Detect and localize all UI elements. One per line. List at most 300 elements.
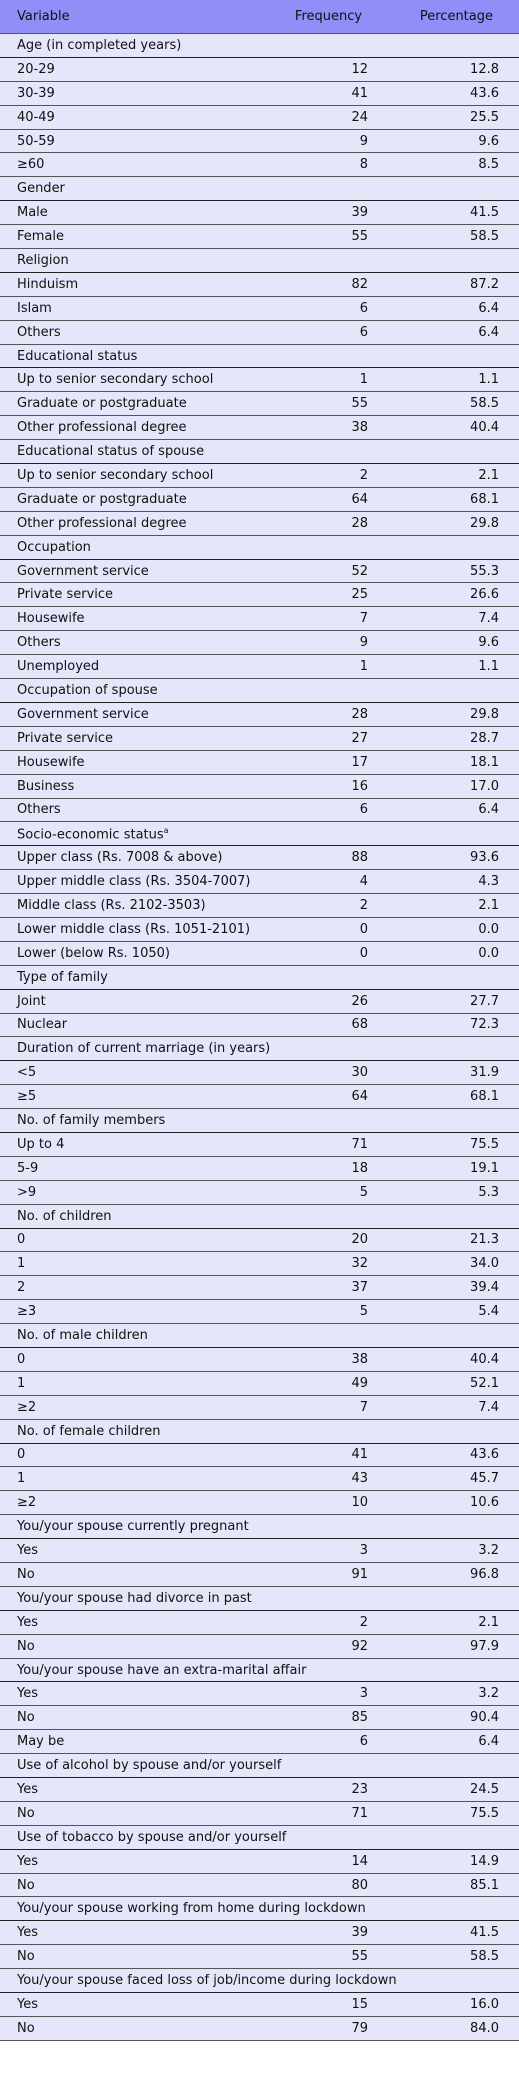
row-frequency: 16	[265, 774, 392, 798]
row-percentage: 12.8	[392, 57, 519, 81]
table-row	[0, 631, 519, 655]
row-frequency: 20	[265, 1228, 392, 1252]
row-label: Housewife	[0, 750, 265, 774]
row-frequency: 9	[265, 631, 392, 655]
row-label: 50-59	[0, 129, 265, 153]
row-percentage: 6.4	[392, 798, 519, 822]
section-heading-row	[0, 1419, 519, 1443]
table-row	[0, 750, 519, 774]
section-heading	[0, 1109, 519, 1133]
row-frequency: 6	[265, 1730, 392, 1754]
section-heading-label: Occupation	[17, 539, 91, 555]
row-frequency: 2	[265, 464, 392, 488]
row-frequency: 32	[265, 1252, 392, 1276]
row-label: Yes	[0, 1778, 265, 1802]
table-row	[0, 1180, 519, 1204]
row-frequency: 92	[265, 1634, 392, 1658]
table-row	[0, 1610, 519, 1634]
row-label: ≥60	[0, 153, 265, 177]
table-row	[0, 511, 519, 535]
row-percentage: 2.1	[392, 894, 519, 918]
row-percentage: 6.4	[392, 320, 519, 344]
section-heading-label: No. of family members	[17, 1113, 166, 1129]
table-row	[0, 583, 519, 607]
row-label: Islam	[0, 296, 265, 320]
row-frequency: 18	[265, 1156, 392, 1180]
section-heading-label: Use of tobacco by spouse and/or yourself	[17, 1829, 287, 1845]
row-frequency: 3	[265, 1682, 392, 1706]
section-heading-row	[0, 1658, 519, 1682]
table-row	[0, 846, 519, 870]
section-heading-row	[0, 1204, 519, 1228]
row-frequency: 38	[265, 416, 392, 440]
row-percentage: 58.5	[392, 392, 519, 416]
row-label: Other professional degree	[0, 416, 265, 440]
row-percentage: 29.8	[392, 511, 519, 535]
section-heading-label: Gender	[17, 181, 65, 197]
row-percentage: 58.5	[392, 1945, 519, 1969]
table-row	[0, 1682, 519, 1706]
section-heading-row	[0, 440, 519, 464]
section-heading-label: No. of female children	[17, 1423, 161, 1439]
table-row	[0, 1730, 519, 1754]
row-percentage: 31.9	[392, 1061, 519, 1085]
header-frequency: Frequency	[265, 0, 392, 34]
row-frequency: 0	[265, 917, 392, 941]
row-frequency: 27	[265, 726, 392, 750]
table-row	[0, 487, 519, 511]
table-row	[0, 1801, 519, 1825]
section-heading-row	[0, 679, 519, 703]
section-heading	[0, 344, 519, 368]
section-heading	[0, 822, 519, 846]
row-label: Unemployed	[0, 655, 265, 679]
row-frequency: 14	[265, 1849, 392, 1873]
row-percentage: 14.9	[392, 1849, 519, 1873]
row-frequency: 1	[265, 368, 392, 392]
row-percentage: 6.4	[392, 1730, 519, 1754]
row-frequency: 24	[265, 105, 392, 129]
table-row	[0, 153, 519, 177]
section-heading	[0, 1658, 519, 1682]
table-row	[0, 1013, 519, 1037]
row-percentage: 93.6	[392, 846, 519, 870]
section-heading-row	[0, 1109, 519, 1133]
table-row	[0, 368, 519, 392]
row-percentage: 8.5	[392, 153, 519, 177]
table-row	[0, 798, 519, 822]
row-label: Upper class (Rs. 7008 & above)	[0, 846, 265, 870]
row-percentage: 2.1	[392, 1610, 519, 1634]
section-heading	[0, 1419, 519, 1443]
row-percentage: 75.5	[392, 1132, 519, 1156]
table-row	[0, 1132, 519, 1156]
row-label: 1	[0, 1371, 265, 1395]
row-percentage: 41.5	[392, 201, 519, 225]
row-frequency: 71	[265, 1801, 392, 1825]
table-row	[0, 1371, 519, 1395]
table-row	[0, 559, 519, 583]
row-label: Nuclear	[0, 1013, 265, 1037]
table-row	[0, 57, 519, 81]
row-frequency: 82	[265, 272, 392, 296]
row-label: Other professional degree	[0, 511, 265, 535]
row-percentage: 9.6	[392, 631, 519, 655]
row-label: Government service	[0, 559, 265, 583]
table-row	[0, 1849, 519, 1873]
section-heading-label: No. of male children	[17, 1328, 148, 1344]
row-frequency: 17	[265, 750, 392, 774]
row-label: 1	[0, 1467, 265, 1491]
row-label: Others	[0, 798, 265, 822]
row-label: ≥2	[0, 1395, 265, 1419]
section-heading-label: You/your spouse had divorce in past	[17, 1590, 252, 1606]
section-heading-label: No. of children	[17, 1208, 112, 1224]
section-heading-label: Socio-economic status	[17, 827, 164, 842]
row-percentage: 68.1	[392, 1085, 519, 1109]
row-frequency: 6	[265, 296, 392, 320]
row-percentage: 68.1	[392, 487, 519, 511]
row-frequency: 39	[265, 201, 392, 225]
row-label: No	[0, 1563, 265, 1587]
row-label: No	[0, 1634, 265, 1658]
row-percentage: 40.4	[392, 1347, 519, 1371]
table-row	[0, 296, 519, 320]
row-frequency: 41	[265, 81, 392, 105]
row-label: 0	[0, 1443, 265, 1467]
section-heading-label: You/your spouse faced loss of job/income during lockdown	[17, 1973, 397, 1989]
section-heading-label: You/your spouse working from home during lockdown	[17, 1901, 366, 1917]
section-heading	[0, 535, 519, 559]
section-heading-row	[0, 1754, 519, 1778]
section-heading	[0, 965, 519, 989]
row-label: Government service	[0, 702, 265, 726]
row-percentage: 4.3	[392, 870, 519, 894]
row-percentage: 84.0	[392, 2016, 519, 2040]
section-heading	[0, 1825, 519, 1849]
row-percentage: 1.1	[392, 368, 519, 392]
row-frequency: 4	[265, 870, 392, 894]
row-frequency: 12	[265, 57, 392, 81]
table-row	[0, 1300, 519, 1324]
row-label: Graduate or postgraduate	[0, 392, 265, 416]
section-heading	[0, 1037, 519, 1061]
row-percentage: 0.0	[392, 917, 519, 941]
row-frequency: 55	[265, 392, 392, 416]
row-percentage: 75.5	[392, 1801, 519, 1825]
row-percentage: 0.0	[392, 941, 519, 965]
table-row	[0, 1706, 519, 1730]
row-percentage: 26.6	[392, 583, 519, 607]
row-frequency: 55	[265, 225, 392, 249]
row-label: Yes	[0, 1610, 265, 1634]
row-percentage: 7.4	[392, 1395, 519, 1419]
section-heading-label: Religion	[17, 252, 69, 268]
section-heading-label: Educational status	[17, 348, 138, 364]
row-label: Yes	[0, 1682, 265, 1706]
row-percentage: 24.5	[392, 1778, 519, 1802]
row-frequency: 3	[265, 1539, 392, 1563]
row-frequency: 55	[265, 1945, 392, 1969]
row-label: No	[0, 1801, 265, 1825]
row-frequency: 52	[265, 559, 392, 583]
section-heading-label: Age (in completed years)	[17, 37, 182, 53]
row-percentage: 40.4	[392, 416, 519, 440]
header-variable: Variable	[0, 0, 265, 34]
table-body	[0, 34, 519, 2041]
table-row	[0, 1563, 519, 1587]
table-row	[0, 870, 519, 894]
row-frequency: 80	[265, 1873, 392, 1897]
row-percentage: 87.2	[392, 272, 519, 296]
section-heading-label: Type of family	[17, 969, 108, 985]
row-frequency: 38	[265, 1347, 392, 1371]
row-label: 2	[0, 1276, 265, 1300]
table-row	[0, 1539, 519, 1563]
table-row	[0, 1873, 519, 1897]
row-frequency: 23	[265, 1778, 392, 1802]
section-heading-row	[0, 1969, 519, 1993]
row-percentage: 21.3	[392, 1228, 519, 1252]
row-label: Private service	[0, 726, 265, 750]
table-row	[0, 989, 519, 1013]
row-frequency: 26	[265, 989, 392, 1013]
table-row	[0, 655, 519, 679]
header-percentage: Percentage	[392, 0, 519, 34]
row-frequency: 25	[265, 583, 392, 607]
row-label: Middle class (Rs. 2102-3503)	[0, 894, 265, 918]
row-frequency: 10	[265, 1491, 392, 1515]
row-label: ≥3	[0, 1300, 265, 1324]
row-frequency: 5	[265, 1180, 392, 1204]
row-frequency: 28	[265, 702, 392, 726]
table-row	[0, 726, 519, 750]
section-heading-label: Educational status of spouse	[17, 444, 205, 460]
row-frequency: 91	[265, 1563, 392, 1587]
row-frequency: 71	[265, 1132, 392, 1156]
row-percentage: 72.3	[392, 1013, 519, 1037]
row-label: Yes	[0, 1921, 265, 1945]
row-frequency: 7	[265, 1395, 392, 1419]
row-label: Joint	[0, 989, 265, 1013]
section-heading-label: You/your spouse currently pregnant	[17, 1519, 249, 1535]
section-heading	[0, 177, 519, 201]
row-label: No	[0, 1706, 265, 1730]
row-percentage: 90.4	[392, 1706, 519, 1730]
footnote-marker: a	[163, 825, 169, 835]
row-label: 1	[0, 1252, 265, 1276]
row-percentage: 58.5	[392, 225, 519, 249]
section-heading-label: Use of alcohol by spouse and/or yourself	[17, 1758, 282, 1774]
section-heading-row	[0, 535, 519, 559]
row-percentage: 19.1	[392, 1156, 519, 1180]
row-label: No	[0, 1945, 265, 1969]
row-frequency: 5	[265, 1300, 392, 1324]
row-percentage: 29.8	[392, 702, 519, 726]
table-row	[0, 1156, 519, 1180]
row-label: No	[0, 1873, 265, 1897]
section-heading-row	[0, 249, 519, 273]
row-label: Business	[0, 774, 265, 798]
row-label: Graduate or postgraduate	[0, 487, 265, 511]
row-percentage: 25.5	[392, 105, 519, 129]
table-row	[0, 464, 519, 488]
table-row	[0, 129, 519, 153]
table-row	[0, 201, 519, 225]
row-percentage: 43.6	[392, 1443, 519, 1467]
section-heading	[0, 1969, 519, 1993]
row-percentage: 28.7	[392, 726, 519, 750]
row-label: Yes	[0, 1993, 265, 2017]
section-heading	[0, 1324, 519, 1348]
row-percentage: 6.4	[392, 296, 519, 320]
table-row	[0, 1467, 519, 1491]
table-row	[0, 81, 519, 105]
row-frequency: 8	[265, 153, 392, 177]
row-percentage: 2.1	[392, 464, 519, 488]
table-row	[0, 2016, 519, 2040]
row-frequency: 2	[265, 894, 392, 918]
row-percentage: 3.2	[392, 1682, 519, 1706]
header-row	[0, 0, 519, 34]
row-label: 20-29	[0, 57, 265, 81]
table-row	[0, 1491, 519, 1515]
row-frequency: 28	[265, 511, 392, 535]
row-frequency: 2	[265, 1610, 392, 1634]
row-percentage: 85.1	[392, 1873, 519, 1897]
row-percentage: 5.3	[392, 1180, 519, 1204]
row-percentage: 7.4	[392, 607, 519, 631]
row-label: Private service	[0, 583, 265, 607]
row-percentage: 97.9	[392, 1634, 519, 1658]
section-heading-row	[0, 1897, 519, 1921]
row-frequency: 79	[265, 2016, 392, 2040]
row-label: No	[0, 2016, 265, 2040]
row-frequency: 39	[265, 1921, 392, 1945]
row-label: Housewife	[0, 607, 265, 631]
row-frequency: 7	[265, 607, 392, 631]
row-percentage: 39.4	[392, 1276, 519, 1300]
row-frequency: 41	[265, 1443, 392, 1467]
table-row	[0, 1945, 519, 1969]
section-heading-label: Duration of current marriage (in years)	[17, 1041, 271, 1057]
row-frequency: 37	[265, 1276, 392, 1300]
row-percentage: 5.4	[392, 1300, 519, 1324]
row-percentage: 52.1	[392, 1371, 519, 1395]
row-frequency: 0	[265, 941, 392, 965]
row-frequency: 1	[265, 655, 392, 679]
table-row	[0, 917, 519, 941]
row-label: Up to senior secondary school	[0, 368, 265, 392]
section-heading	[0, 1515, 519, 1539]
row-frequency: 49	[265, 1371, 392, 1395]
row-frequency: 68	[265, 1013, 392, 1037]
row-label: 0	[0, 1347, 265, 1371]
section-heading-row	[0, 965, 519, 989]
table-row	[0, 702, 519, 726]
row-frequency: 88	[265, 846, 392, 870]
row-percentage: 45.7	[392, 1467, 519, 1491]
section-heading	[0, 1897, 519, 1921]
row-label: Lower middle class (Rs. 1051-2101)	[0, 917, 265, 941]
section-heading	[0, 679, 519, 703]
row-frequency: 6	[265, 320, 392, 344]
table-header	[0, 0, 519, 34]
section-heading-row	[0, 1825, 519, 1849]
row-frequency: 85	[265, 1706, 392, 1730]
row-frequency: 6	[265, 798, 392, 822]
row-label: Hinduism	[0, 272, 265, 296]
row-percentage: 18.1	[392, 750, 519, 774]
table-row	[0, 1276, 519, 1300]
section-heading	[0, 1754, 519, 1778]
row-percentage: 96.8	[392, 1563, 519, 1587]
section-heading-label: Occupation of spouse	[17, 682, 158, 698]
table-row	[0, 1395, 519, 1419]
table-row	[0, 1921, 519, 1945]
table-row	[0, 1778, 519, 1802]
table-row	[0, 774, 519, 798]
section-heading	[0, 1586, 519, 1610]
row-label: Lower (below Rs. 1050)	[0, 941, 265, 965]
table-row	[0, 1085, 519, 1109]
row-label: 5-9	[0, 1156, 265, 1180]
section-heading	[0, 249, 519, 273]
row-label: Up to senior secondary school	[0, 464, 265, 488]
section-heading-label: You/your spouse have an extra-marital affair	[17, 1662, 307, 1678]
row-percentage: 10.6	[392, 1491, 519, 1515]
row-frequency: 15	[265, 1993, 392, 2017]
row-percentage: 16.0	[392, 1993, 519, 2017]
table-row	[0, 894, 519, 918]
row-frequency: 9	[265, 129, 392, 153]
row-percentage: 55.3	[392, 559, 519, 583]
row-percentage: 41.5	[392, 1921, 519, 1945]
row-label: >9	[0, 1180, 265, 1204]
row-label: 40-49	[0, 105, 265, 129]
section-heading-row	[0, 34, 519, 58]
row-percentage: 3.2	[392, 1539, 519, 1563]
section-heading-row	[0, 1586, 519, 1610]
section-heading-row	[0, 177, 519, 201]
section-heading-row	[0, 344, 519, 368]
row-frequency: 64	[265, 487, 392, 511]
row-label: ≥2	[0, 1491, 265, 1515]
row-label: Others	[0, 320, 265, 344]
table-row	[0, 1443, 519, 1467]
row-percentage: 27.7	[392, 989, 519, 1013]
row-label: 30-39	[0, 81, 265, 105]
table-row	[0, 941, 519, 965]
table-row	[0, 272, 519, 296]
row-label: Others	[0, 631, 265, 655]
table-row	[0, 607, 519, 631]
table-row	[0, 1347, 519, 1371]
section-heading	[0, 34, 519, 58]
row-percentage: 17.0	[392, 774, 519, 798]
table-row	[0, 225, 519, 249]
section-heading	[0, 440, 519, 464]
row-frequency: 43	[265, 1467, 392, 1491]
table-row	[0, 392, 519, 416]
row-frequency: 64	[265, 1085, 392, 1109]
row-percentage: 34.0	[392, 1252, 519, 1276]
row-label: Up to 4	[0, 1132, 265, 1156]
row-label: <5	[0, 1061, 265, 1085]
row-label: Yes	[0, 1539, 265, 1563]
table-row	[0, 1634, 519, 1658]
section-heading	[0, 1204, 519, 1228]
